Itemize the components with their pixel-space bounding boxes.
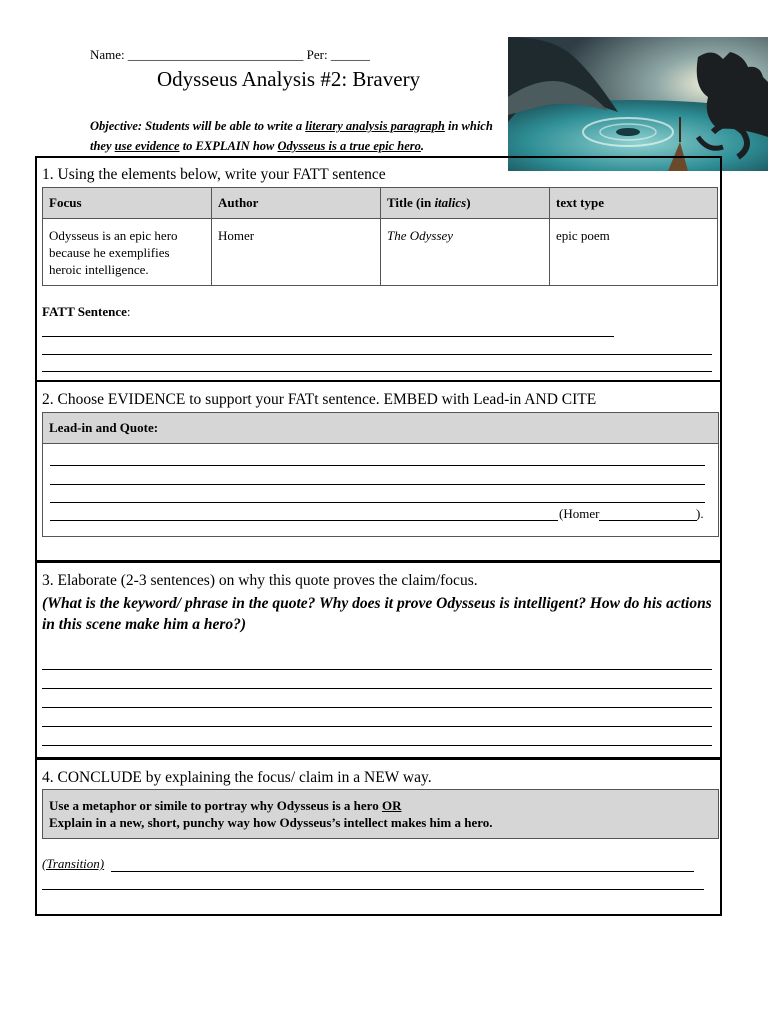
name-period-line[interactable]: Name: ___________________________ Per: ______: [90, 47, 370, 62]
fatt-sentence-label: [42, 304, 130, 320]
section2-heading: 2. Choose EVIDENCE to support your FATt sentence. EMBED with Lead-in AND CITE: [42, 391, 597, 408]
section4-heading: 4. CONCLUDE by explaining the focus/ claim in a NEW way.: [42, 769, 432, 786]
citation-line-number[interactable]: [599, 520, 697, 521]
writing-line[interactable]: [42, 707, 712, 708]
col-text-type: text type: [550, 188, 718, 219]
writing-line[interactable]: [42, 371, 712, 372]
lead-in-quote-box: [42, 412, 719, 537]
cell-focus: Odysseus is an epic hero because he exemplifies heroic intelligence.: [43, 219, 212, 286]
section-evidence: [35, 380, 722, 562]
writing-line[interactable]: [50, 465, 705, 466]
fatt-label-colon: :: [126, 304, 131, 319]
objective-text: [90, 116, 510, 156]
writing-line[interactable]: [42, 745, 712, 746]
writing-line[interactable]: [42, 688, 712, 689]
section-conclude: [35, 758, 722, 916]
transition-label: (Transition): [42, 856, 105, 871]
objective-underline: use evidence: [114, 139, 180, 153]
cell-author: Homer: [212, 219, 381, 286]
writing-line[interactable]: [42, 726, 712, 727]
instruction-line-2: Explain in a new, short, punchy way how Odysseus’s intellect makes him a hero.: [49, 815, 493, 830]
writing-line[interactable]: [42, 669, 712, 670]
writing-line[interactable]: [111, 871, 694, 872]
odyssey-illustration: [508, 37, 768, 171]
instruction-or: OR: [381, 798, 402, 813]
cell-text-type: epic poem: [550, 219, 718, 286]
writing-line[interactable]: [50, 520, 558, 521]
objective-part: Objective: Students will be able to write a: [90, 119, 306, 133]
page-title: Odysseus Analysis #2: Bravery: [157, 67, 421, 91]
col-title-close: ): [466, 195, 471, 210]
section3-prompt: (What is the keyword/ phrase in the quote? Why does it prove Odysseus is intelligent? How do his actions in this scene make him a hero?): [42, 595, 712, 633]
conclude-instructions: [42, 789, 719, 839]
lead-in-label: Lead-in and Quote:: [42, 412, 719, 444]
writing-line[interactable]: [50, 502, 705, 503]
writing-line[interactable]: [42, 336, 614, 337]
citation-close: ).: [696, 506, 704, 521]
cell-title: The Odyssey: [381, 219, 550, 286]
section1-heading: 1. Using the elements below, write your FATT sentence: [42, 166, 386, 183]
col-title-text: Title (in: [387, 195, 435, 210]
instruction-text: Use a metaphor or simile to portray why Odysseus is a hero: [49, 798, 382, 813]
instruction-line-1: [49, 797, 712, 814]
section-fatt: [35, 156, 722, 382]
writing-line[interactable]: [42, 354, 712, 355]
objective-underline: literary analysis paragraph: [305, 119, 445, 133]
fatt-table: [42, 187, 718, 286]
col-focus: Focus: [43, 188, 212, 219]
writing-line[interactable]: [50, 484, 705, 485]
writing-line[interactable]: [42, 889, 704, 890]
col-title: [381, 188, 550, 219]
objective-part: to EXPLAIN how: [179, 139, 278, 153]
fatt-label-text: FATT Sentence: [42, 304, 127, 319]
col-title-italic: italics: [434, 195, 467, 210]
objective-part: .: [420, 139, 425, 153]
col-author: Author: [212, 188, 381, 219]
objective-underline: Odysseus is a true epic hero: [277, 139, 421, 153]
citation-open: (Homer: [559, 506, 600, 521]
objective-part: in which they: [90, 119, 493, 153]
section-elaborate: [35, 561, 722, 759]
section3-heading: 3. Elaborate (2-3 sentences) on why this quote proves the claim/focus.: [42, 572, 478, 589]
